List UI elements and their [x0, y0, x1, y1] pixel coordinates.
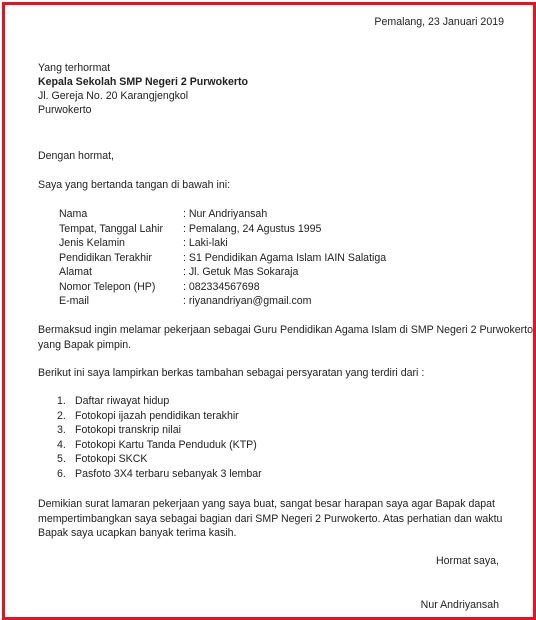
list-text: Fotokopi SKCK [75, 453, 148, 466]
list-number: 2. [57, 409, 66, 422]
attachments-list [57, 394, 262, 482]
list-text: Fotokopi transkrip nilai [75, 424, 181, 437]
detail-value: : Pemalang, 24 Agustus 1995 [183, 222, 322, 235]
detail-value: : riyanandriyan@gmail.com [183, 295, 312, 307]
attachments-intro: Berikut ini saya lampirkan berkas tambahan sebagai persyaratan yang terdiri dari : [38, 367, 425, 379]
detail-value: : 082334567698 [183, 280, 260, 293]
detail-label: Tempat, Tanggal Lahir [59, 222, 164, 235]
detail-label: Nomor Telepon (HP) [59, 280, 156, 293]
detail-value: : Nur Andriyansah [183, 208, 268, 220]
detail-row [59, 280, 386, 295]
detail-label: E-mail [59, 295, 90, 307]
application-letter [5, 5, 533, 617]
list-item [57, 467, 262, 482]
detail-label: Jenis Kelamin [59, 237, 125, 249]
list-number: 3. [57, 424, 66, 437]
detail-value: : S1 Pendidikan Agama Islam IAIN Salatiga [183, 251, 387, 264]
list-number: 6. [57, 467, 66, 480]
detail-row [59, 294, 386, 309]
list-text: Daftar riwayat hidup [75, 395, 170, 407]
list-number: 5. [57, 453, 66, 466]
list-number: 1. [57, 395, 66, 407]
closing-line: Bapak saya ucapkan banyak terima kasih. [38, 527, 237, 539]
signer-name: Nur Andriyansah [420, 599, 499, 611]
recipient-address [38, 61, 248, 117]
recipient-city: Purwokerto [38, 104, 92, 116]
regards-line: Hormat saya, [436, 555, 499, 567]
recipient-name: Kepala Sekolah SMP Negeri 2 Purwokerto [38, 76, 248, 88]
letter-date: Pemalang, 23 Januari 2019 [374, 16, 504, 28]
purpose-line: Bermaksud ingin melamar pekerjaan sebagai Guru Pendidikan Agama Islam di SMP Negeri 2 Purwokerto [38, 324, 534, 336]
detail-label: Pendidikan Terakhir [59, 251, 152, 264]
list-item [57, 452, 262, 467]
intro-line: Saya yang bertanda tangan di bawah ini: [38, 179, 231, 191]
list-text: Fotokopi ijazah pendidikan terakhir [75, 409, 239, 422]
detail-value: : Laki-laki [183, 237, 228, 249]
letter-frame [2, 2, 536, 620]
greeting: Dengan hormat, [38, 150, 114, 162]
closing-paragraph [38, 497, 502, 541]
detail-label: Alamat [59, 266, 92, 278]
closing-line: Demikian surat lamaran pekerjaan yang saya buat, sangat besar harapan saya agar Bapak dapat [38, 498, 495, 510]
detail-row [59, 236, 386, 251]
list-item [57, 438, 262, 453]
closing-line: mempertimbangkan saya sebagai bagian dari SMP Negeri 2 Purwokerto. Atas perhatian dan waktu [38, 512, 503, 525]
detail-row [59, 251, 386, 266]
detail-label: Nama [59, 208, 88, 220]
detail-row [59, 265, 386, 280]
detail-row [59, 207, 386, 222]
recipient-salutation: Yang terhormat [38, 62, 111, 74]
recipient-street: Jl. Gereja No. 20 Karangjengkol [38, 90, 189, 102]
list-text: Fotokopi Kartu Tanda Penduduk (KTP) [75, 438, 257, 451]
purpose-paragraph [38, 323, 533, 352]
purpose-line: yang Bapak pimpin. [38, 338, 132, 351]
list-item [57, 423, 262, 438]
list-number: 4. [57, 438, 66, 451]
list-item [57, 409, 262, 424]
detail-value: : Jl. Getuk Mas Sokaraja [183, 266, 299, 278]
list-item [57, 394, 262, 409]
applicant-details [59, 207, 386, 309]
detail-row [59, 222, 386, 237]
list-text: Pasfoto 3X4 terbaru sebanyak 3 lembar [75, 467, 262, 480]
